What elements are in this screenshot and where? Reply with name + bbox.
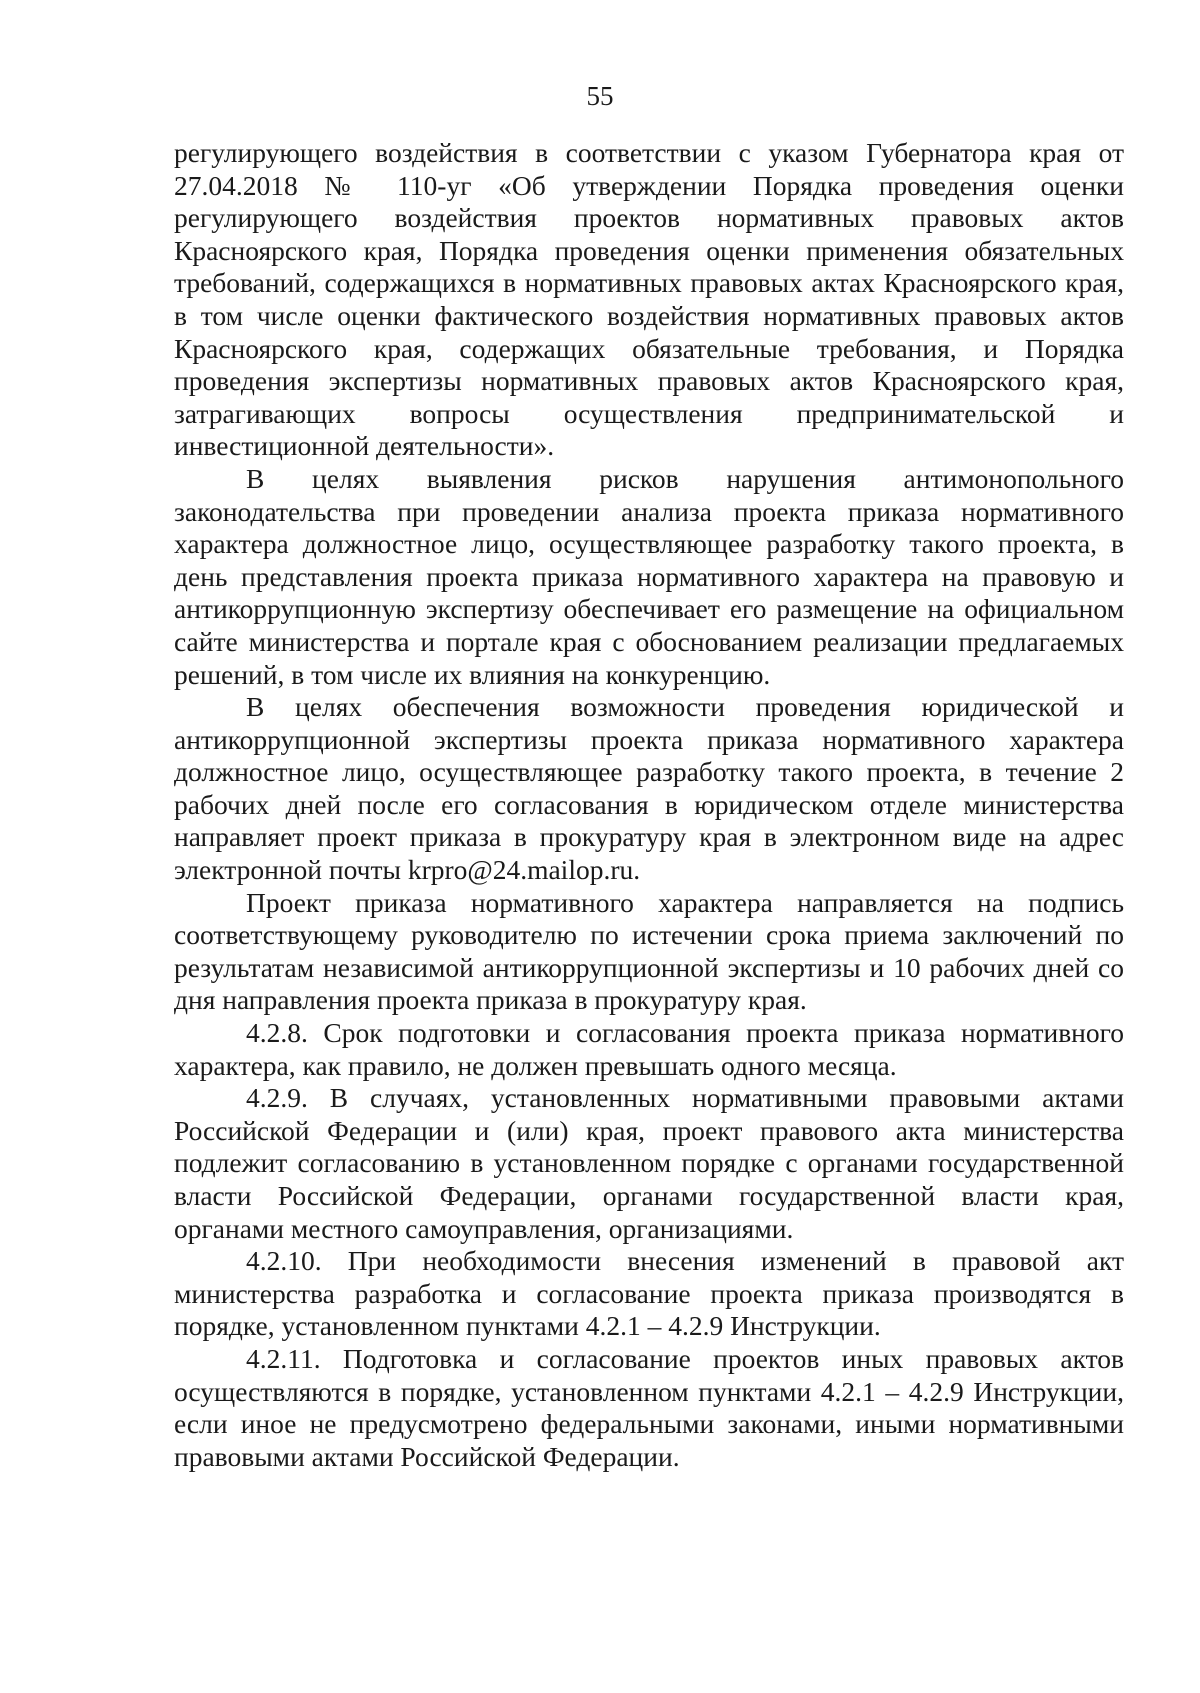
page-number: 55 (586, 81, 614, 111)
paragraph-4-2-8: 4.2.8. Срок подготовки и согласования проекта приказа нормативного характера, как правило, не должен превышать одного месяца. (174, 1017, 1124, 1081)
paragraph-4-2-11: 4.2.11. Подготовка и согласование проектов иных правовых актов осуществляются в порядке, установленном пунктами 4.2.1 – 4.2.9 Инструкции, если иное не предусмотрено федеральными законами, иными нормативными правовыми актами Российской Федерации. (174, 1342, 1124, 1472)
paragraph-antimonopoly-risks: В целях выявления рисков нарушения антимонопольного законодательства при проведении анализа проекта приказа нормативного характера должностное лицо, осуществляющее разработку такого проекта, в день представления проекта приказа нормативного характера на правовую и антикоррупционную экспертизу обеспечивает его размещение на официальном сайте министерства и портале края с обоснованием реализации предлагаемых решений, в том числе их влияния на конкуренцию. (174, 462, 1124, 690)
paragraph-signature-submission: Проект приказа нормативного характера направляется на подпись соответствующему руководителю по истечении срока приема заключений по результатам независимой антикоррупционной экспертизы и 10 рабочих дней со дня направления проекта приказа в прокуратуру края. (174, 886, 1124, 1016)
document-body (174, 137, 1124, 1473)
paragraph-4-2-10: 4.2.10. При необходимости внесения изменений в правовой акт министерства разработка и согласование проекта приказа производятся в порядке, установленном пунктами 4.2.1 – 4.2.9 Инструкции. (174, 1245, 1124, 1342)
paragraph-4-2-9: 4.2.9. В случаях, установленных нормативными правовыми актами Российской Федерации и (или) края, проект правового акта министерства подлежит согласованию в установленном порядке с органами государственной власти Российской Федерации, органами государственной власти края, органами местного самоуправления, организациями. (174, 1082, 1124, 1244)
paragraph-anticorruption-expertise: В целях обеспечения возможности проведения юридической и антикоррупционной экспертизы проекта приказа нормативного характера должностное лицо, осуществляющее разработку такого проекта, в течение 2 рабочих дней после его согласования в юридическом отделе министерства направляет проект приказа в прокуратуру края в электронном виде на адрес электронной почты krpro@24.mailop.ru. (174, 691, 1124, 886)
paragraph-regulatory-impact-continuation: регулирующего воздействия в соответствии с указом Губернатора края от 27.04.2018 № 110-уг «Об утверждении Порядка проведения оценки регулирующего воздействия проектов нормативных правовых актов Красноярского края, Порядка проведения оценки применения обязательных требований, содержащихся в нормативных правовых актах Красноярского края, в том числе оценки фактического воздействия нормативных правовых актов Красноярского края, содержащих обязательные требования, и Порядка проведения экспертизы нормативных правовых актов Красноярского края, затрагивающих вопросы осуществления предпринимательской и инвестиционной деятельности». (174, 137, 1124, 462)
